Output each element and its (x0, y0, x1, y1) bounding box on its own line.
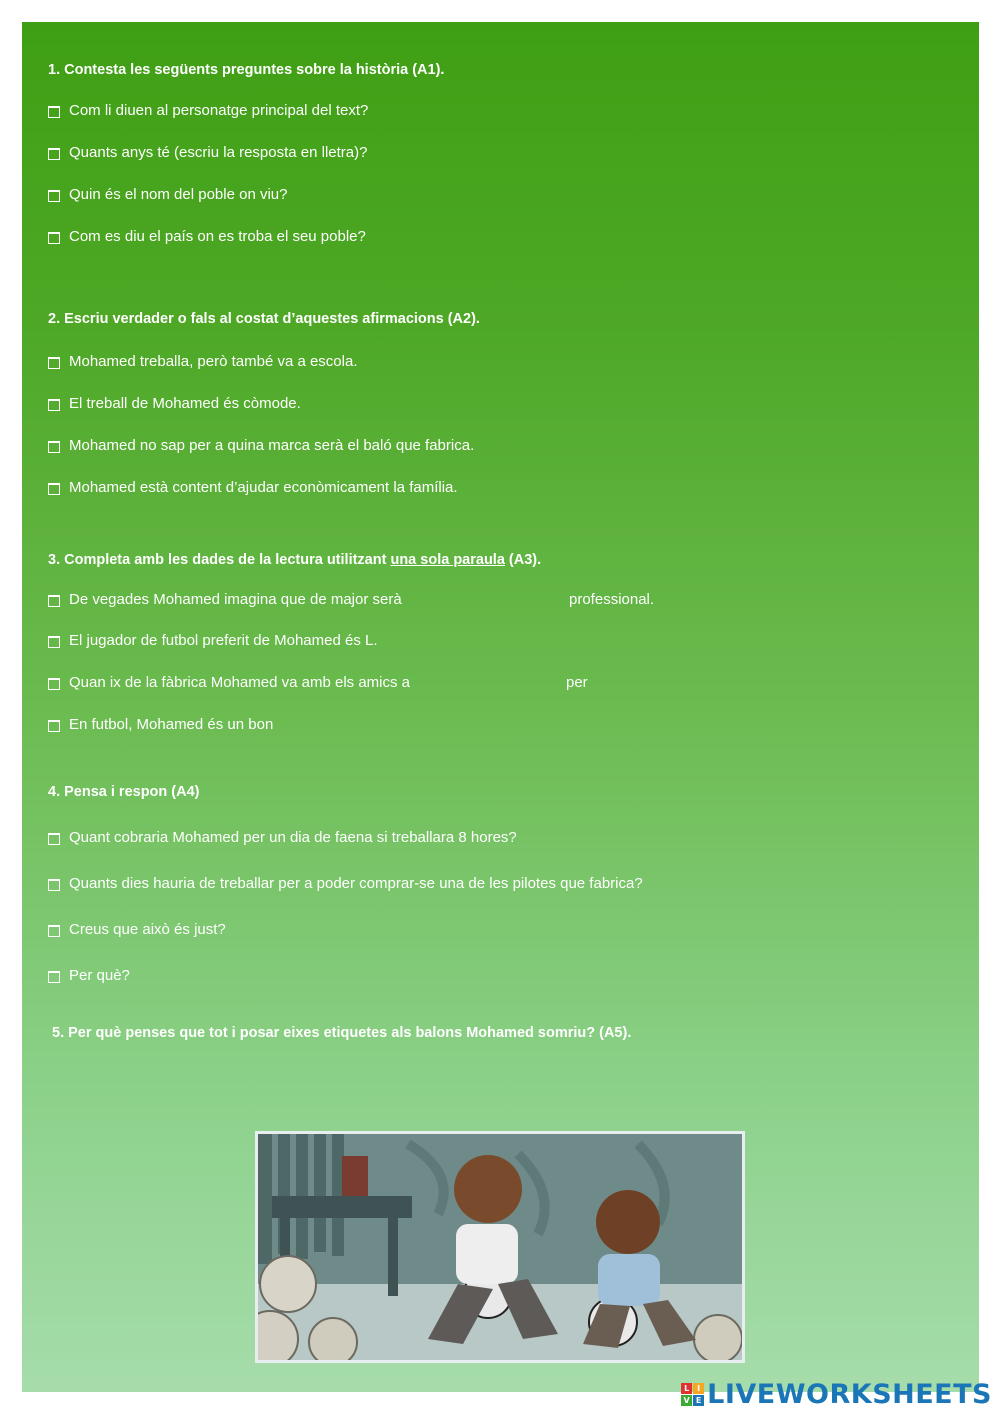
statement-2-1: Mohamed treballa, però també va a escola. (48, 353, 358, 370)
checkbox-icon (48, 441, 60, 453)
logo-letter: I (693, 1383, 704, 1394)
question-4-3: Creus que això és just? (48, 921, 226, 938)
fill-in-3-3-after: per (566, 674, 588, 691)
statement-2-3: Mohamed no sap per a quina marca serà el baló que fabrica. (48, 437, 474, 454)
illustration-drawing (258, 1134, 742, 1360)
checkbox-icon (48, 678, 60, 690)
checkbox-icon (48, 106, 60, 118)
logo-letter: L (681, 1383, 692, 1394)
checkbox-icon (48, 232, 60, 244)
logo-letter: V (681, 1395, 692, 1406)
statement-2-4: Mohamed està content d’ajudar econòmicament la família. (48, 479, 458, 496)
logo-letter: E (693, 1395, 704, 1406)
checkbox-icon (48, 636, 60, 648)
statement-2-2: El treball de Mohamed és còmode. (48, 395, 301, 412)
checkbox-icon (48, 399, 60, 411)
fill-in-3-4: En futbol, Mohamed és un bon (48, 716, 273, 733)
section-1-heading: 1. Contesta les següents preguntes sobre la història (A1). (48, 62, 445, 78)
question-4-2: Quants dies hauria de treballar per a poder comprar-se una de les pilotes que fabrica? (48, 875, 643, 892)
checkbox-icon (48, 925, 60, 937)
section-5-heading: 5. Per què penses que tot i posar eixes etiquetes als balons Mohamed somriu? (A5). (52, 1025, 632, 1041)
question-1-3: Quin és el nom del poble on viu? (48, 186, 287, 203)
checkbox-icon (48, 833, 60, 845)
question-1-2: Quants anys té (escriu la resposta en lletra)? (48, 144, 367, 161)
checkbox-icon (48, 357, 60, 369)
section-4-heading: 4. Pensa i respon (A4) (48, 784, 200, 800)
checkbox-icon (48, 190, 60, 202)
question-1-4: Com es diu el país on es troba el seu poble? (48, 228, 366, 245)
illustration-boys-with-balls (255, 1131, 745, 1363)
question-1-1: Com li diuen al personatge principal del text? (48, 102, 368, 119)
fill-in-3-2: El jugador de futbol preferit de Mohamed és L. (48, 632, 378, 649)
fill-in-3-1: De vegades Mohamed imagina que de major serà (48, 591, 402, 608)
fill-in-3-1-after: professional. (569, 591, 655, 608)
question-4-4: Per què? (48, 967, 130, 984)
checkbox-icon (48, 148, 60, 160)
checkbox-icon (48, 720, 60, 732)
fill-in-3-3: Quan ix de la fàbrica Mohamed va amb els amics a (48, 674, 410, 691)
checkbox-icon (48, 971, 60, 983)
question-4-1: Quant cobraria Mohamed per un dia de faena si treballara 8 hores? (48, 829, 517, 846)
section-3-heading: 3. Completa amb les dades de la lectura utilitzant una sola paraula (A3). (48, 552, 542, 568)
checkbox-icon (48, 483, 60, 495)
logo-text: LIVEWORKSHEETS (707, 1379, 992, 1410)
checkbox-icon (48, 595, 60, 607)
section-2-heading: 2. Escriu verdader o fals al costat d’aquestes afirmacions (A2). (48, 311, 480, 327)
logo-mark-icon (681, 1383, 704, 1406)
checkbox-icon (48, 879, 60, 891)
liveworksheets-logo (681, 1379, 992, 1410)
